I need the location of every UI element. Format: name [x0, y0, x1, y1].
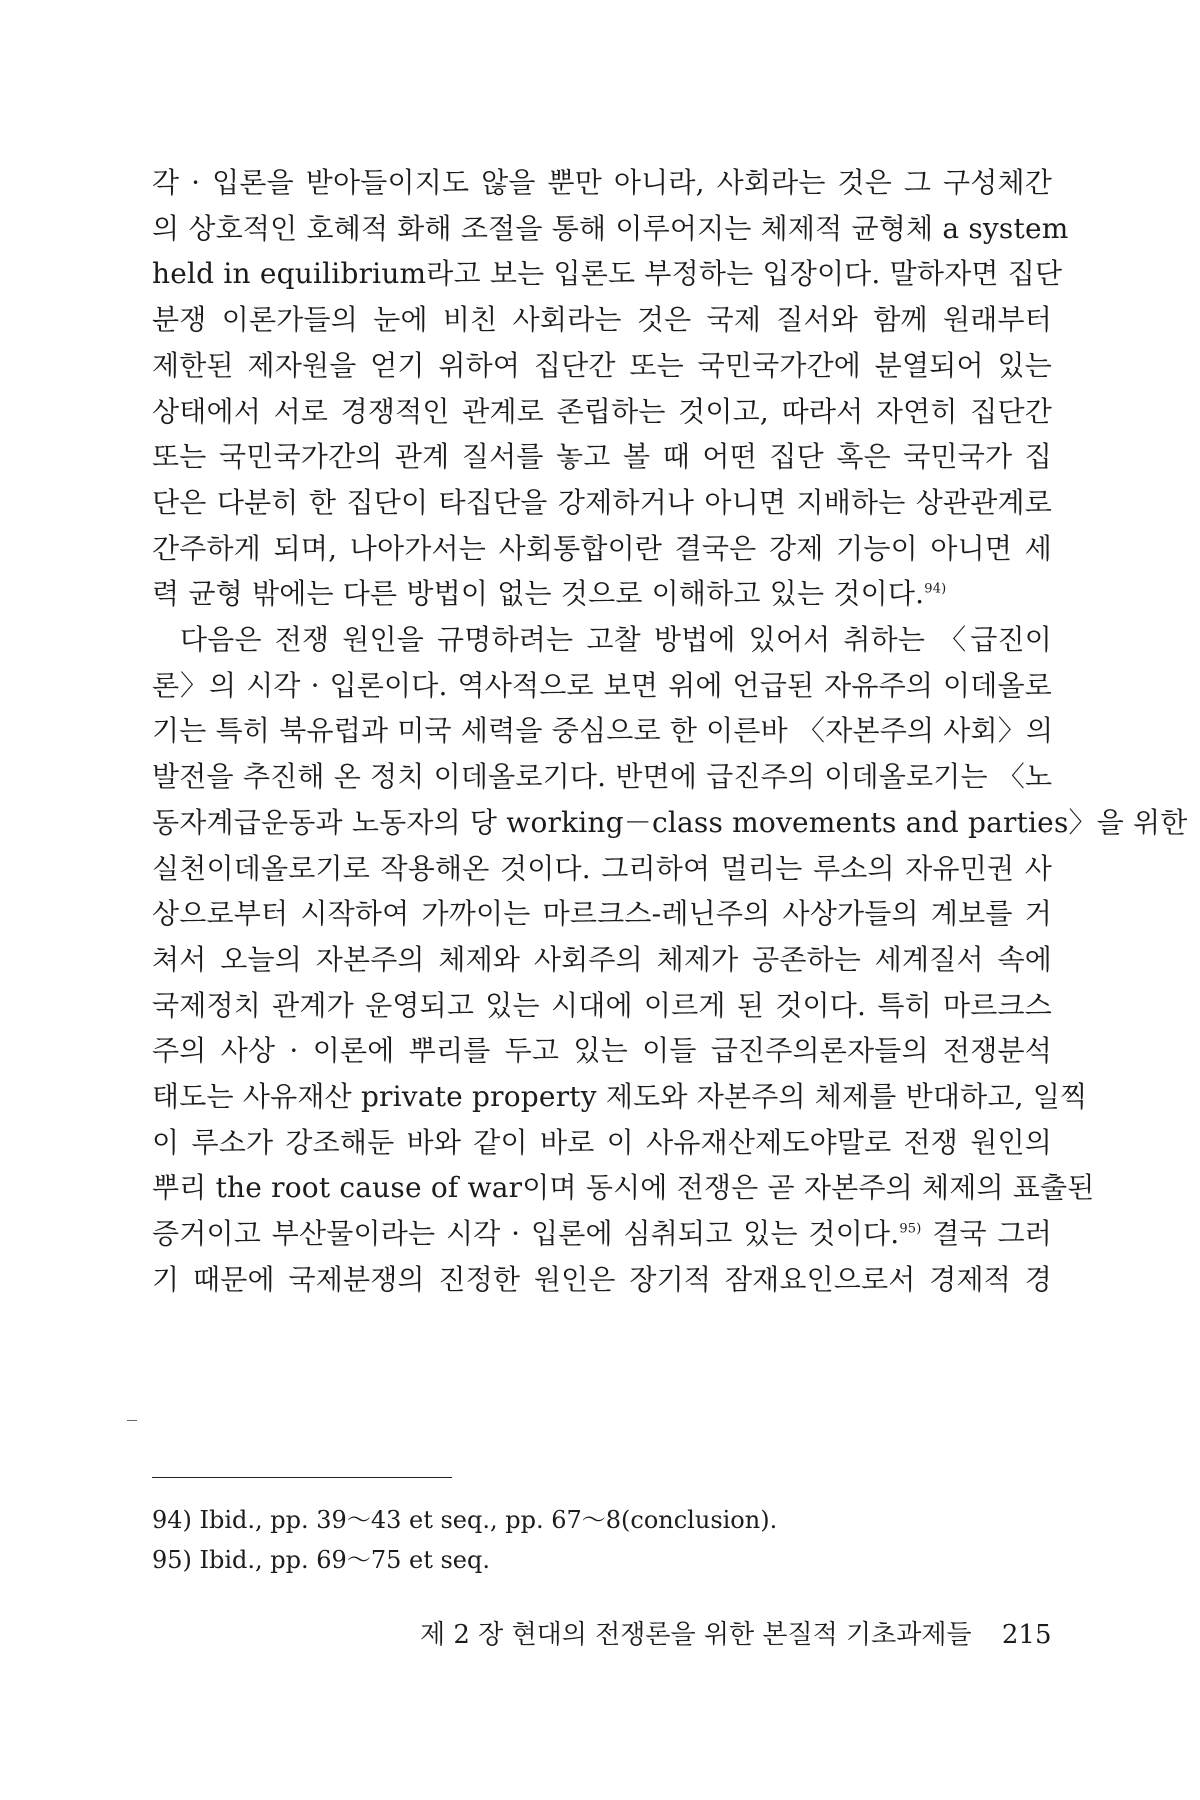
- body-text: [152, 160, 1188, 1303]
- text-line: 의 상호적인 호혜적 화해 조절을 통해 이루어지는 체제적 균형체 a system: [152, 211, 1069, 245]
- text-line: 기는 특히 북유럽과 미국 세력을 중심으로 한 이른바 〈자본주의 사회〉의: [152, 714, 1054, 748]
- text-line: [152, 1211, 1052, 1257]
- text-line: 상태에서 서로 경쟁적인 관계로 존립하는 것이고, 따라서 자연히 집단간: [152, 394, 1052, 428]
- text-line: 국제정치 관계가 운영되고 있는 시대에 이르게 된 것이다. 특히 마르크스: [152, 988, 1052, 1022]
- footnote-ref-95[interactable]: 95): [899, 1221, 922, 1237]
- text-run: 력 균형 밖에는 다른 방법이 없는 것으로 이해하고 있는 것이다.: [152, 577, 925, 611]
- text-line: 주의 사상 · 이론에 뿌리를 두고 있는 이들 급진주의론자들의 전쟁분석: [152, 1034, 1052, 1068]
- text-line: 발전을 추진해 온 정치 이데올로기다. 반면에 급진주의 이데올로기는 〈노: [152, 760, 1053, 794]
- text-line: 뿌리 the root cause of war이며 동시에 전쟁은 곧 자본주의 체제의 표출된: [152, 1171, 1095, 1205]
- text-line: 또는 국민국가간의 관계 질서를 놓고 볼 때 어떤 집단 혹은 국민국가 집: [152, 440, 1052, 474]
- footnote-separator: [152, 1477, 452, 1478]
- text-line: 이 루소가 강조해둔 바와 같이 바로 이 사유재산제도야말로 전쟁 원인의: [152, 1125, 1052, 1159]
- text-line: 기 때문에 국제분쟁의 진정한 원인은 장기적 잠재요인으로서 경제적 경: [152, 1262, 1052, 1296]
- chapter-title: 제 2 장 현대의 전쟁론을 위한 본질적 기초과제들: [420, 1620, 972, 1650]
- text-line: 론〉의 시각 · 입론이다. 역사적으로 보면 위에 언급된 자유주의 이데올로: [152, 668, 1052, 702]
- text-line: 동자계급운동과 노동자의 당 working－class movements and parties〉을 위한: [152, 805, 1188, 839]
- text-line: 간주하게 되며, 나아가서는 사회통합이란 결국은 강제 기능이 아니면 세: [152, 531, 1052, 565]
- footnote-ref-94[interactable]: 94): [924, 582, 947, 597]
- text-line: 실천이데올로기로 작용해온 것이다. 그리하여 멀리는 루소의 자유민권 사: [152, 851, 1052, 885]
- text-line: 제한된 제자원을 얻기 위하여 집단간 또는 국민국가간에 분열되어 있는: [152, 348, 1052, 382]
- page-number: 215: [1001, 1620, 1052, 1650]
- text-line: 다음은 전쟁 원인을 규명하려는 고찰 방법에 있어서 취하는 〈급진이: [180, 623, 1052, 657]
- running-footer: [420, 1618, 1052, 1652]
- text-line: [152, 571, 1052, 617]
- paragraph-1: [152, 160, 1069, 617]
- text-line: 분쟁 이론가들의 눈에 비친 사회라는 것은 국제 질서와 함께 원래부터: [152, 303, 1052, 337]
- paragraph-2: [152, 617, 1188, 1303]
- text-line: 각 · 입론을 받아들이지도 않을 뿐만 아니라, 사회라는 것은 그 구성체간: [152, 166, 1052, 199]
- text-line: 태도는 사유재산 private property 제도와 자본주의 체제를 반대하고, 일찍: [152, 1080, 1088, 1114]
- text-line: 단은 다분히 한 집단이 타집단을 강제하거나 아니면 지배하는 상관관계로: [152, 485, 1052, 519]
- text-run: 증거이고 부산물이라는 시각 · 입론에 심취되고 있는 것이다.: [152, 1217, 900, 1251]
- text-run: 결국 그러: [921, 1217, 1052, 1251]
- text-line: 상으로부터 시작하여 가까이는 마르크스-레닌주의 사상가들의 계보를 거: [152, 897, 1052, 931]
- text-line: 쳐서 오늘의 자본주의 체제와 사회주의 체제가 공존하는 세계질서 속에: [152, 942, 1052, 976]
- text-line: held in equilibrium라고 보는 입론도 부정하는 입장이다. 말하자면 집단: [152, 257, 1063, 291]
- footnote-94: 94) Ibid., pp. 39～43 et seq., pp. 67～8(conclusion).: [152, 1506, 778, 1534]
- margin-mark: [127, 1420, 137, 1421]
- footnote-95: 95) Ibid., pp. 69～75 et seq.: [152, 1546, 490, 1574]
- footnotes: [152, 1500, 1032, 1580]
